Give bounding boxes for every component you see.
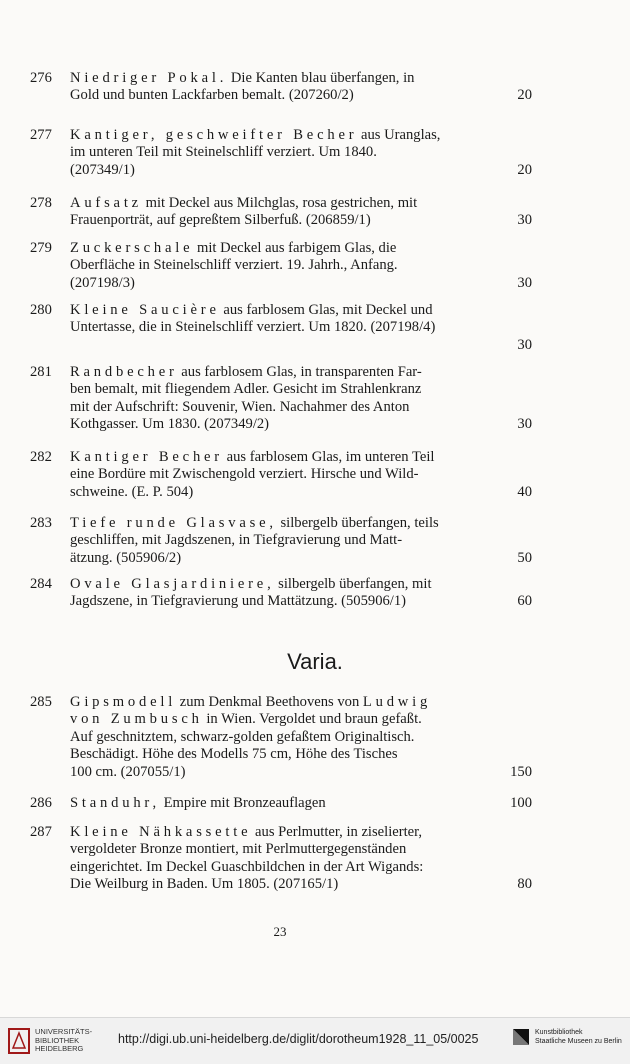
entry-description <box>70 795 532 812</box>
kunstbibliothek-mark-icon <box>512 1028 530 1046</box>
entry-text: eine Bordüre mit Zwischengold verziert. Hirsche und Wild- <box>70 466 419 483</box>
entry-text: ätzung. (505906/2) <box>70 549 182 566</box>
entry-number: 277 <box>30 127 52 143</box>
entry-text: ben bemalt, mit fliegendem Adler. Gesicht im Strahlenkranz <box>70 381 422 398</box>
entry-number: 285 <box>30 694 52 710</box>
entry-line <box>70 87 532 104</box>
entry-line <box>70 876 532 893</box>
entry-line-text <box>70 532 402 549</box>
entry-line <box>70 729 532 746</box>
entry-description <box>70 449 532 501</box>
entry-line-text <box>70 824 422 841</box>
entry-line-text <box>70 795 326 812</box>
university-library-logo[interactable] <box>8 1028 92 1054</box>
entry-line-text <box>70 212 371 229</box>
entry-text: Beschädigt. Höhe des Modells 75 cm, Höhe des Tisches <box>70 746 398 763</box>
entry-line <box>70 319 532 336</box>
entry-number: 281 <box>30 364 52 380</box>
kunstbibliothek-name: Kunstbibliothek Staatliche Museen zu Berlin <box>535 1029 622 1045</box>
entry-description <box>70 127 532 179</box>
entry-text: aus farblosem Glas, in transparenten Far- <box>177 364 422 380</box>
kunstbibliothek-logo[interactable] <box>512 1028 622 1046</box>
entry-line-text <box>70 711 422 728</box>
entry-line <box>70 593 532 610</box>
entry-text: aus Perlmutter, in ziselierter, <box>251 824 423 840</box>
section-title: Varia. <box>287 649 343 674</box>
entry-text: Frauenporträt, auf gepreßtem Silberfuß. (206859/1) <box>70 212 371 229</box>
entry-price: 30 <box>517 336 532 353</box>
entry-line <box>70 162 532 179</box>
entry-line <box>70 144 532 161</box>
entry-description <box>70 824 532 894</box>
entry-line <box>70 399 532 416</box>
entry-line-text <box>70 694 431 711</box>
entry-number: 282 <box>30 449 52 465</box>
entry-line-text <box>70 593 406 610</box>
entry-price: 100 <box>510 795 532 811</box>
entry-line <box>70 275 532 292</box>
entry-description <box>70 240 532 292</box>
entry-description <box>70 364 532 434</box>
entry-line-text <box>70 746 398 763</box>
entry-number: 287 <box>30 824 52 840</box>
entry-heading: Gipsmodell <box>70 694 177 710</box>
entry-price: 50 <box>517 549 532 566</box>
entry-line <box>70 257 532 274</box>
entry-line-text <box>70 302 433 319</box>
entry-price: 20 <box>517 161 532 178</box>
entry-line-text <box>70 399 409 416</box>
entry-line-text <box>70 364 422 381</box>
entry-line-text <box>70 550 181 567</box>
entry-line-text <box>70 195 417 212</box>
entry-heading: von Zumbusch <box>70 711 203 728</box>
entry-line <box>70 449 532 466</box>
entry-description <box>70 576 532 611</box>
entry-text: vergoldeter Bronze montiert, mit Perlmuttergegenständen <box>70 841 407 858</box>
entry-line-text <box>70 449 434 466</box>
entry-line <box>70 694 532 711</box>
entry-number: 278 <box>30 195 52 211</box>
entry-line <box>70 550 532 567</box>
entry-line <box>70 515 532 532</box>
entry-line-text <box>70 484 193 501</box>
entry-line <box>70 746 532 763</box>
permalink-url[interactable]: http://digi.ub.uni-heidelberg.de/diglit/dorotheum1928_11_05/0025 <box>118 1032 479 1046</box>
entry-text: Empire mit Bronzeauflagen <box>159 795 326 811</box>
entry-heading: Ludwig <box>362 694 432 710</box>
page-number: 23 <box>273 924 287 939</box>
entry-text: Oberfläche in Steinelschliff verziert. 19. Jahrh., Anfang. <box>70 257 398 274</box>
university-library-name: UNIVERSITÄTS- BIBLIOTHEK HEIDELBERG <box>35 1027 93 1054</box>
entry-number: 279 <box>30 240 52 256</box>
entry-number: 286 <box>30 795 52 811</box>
entry-number: 284 <box>30 576 52 592</box>
entry-line-text <box>70 576 432 593</box>
entry-heading: Zuckerschale <box>70 240 194 256</box>
entry-line <box>70 859 532 876</box>
entry-line-text <box>70 70 414 87</box>
entry-heading: Standuhr, <box>70 795 160 811</box>
entry-price: 60 <box>517 593 532 610</box>
entry-line <box>70 364 532 381</box>
entry-description <box>70 195 532 230</box>
entry-text: silbergelb überfangen, teils <box>276 515 439 531</box>
entry-line-text <box>70 257 398 274</box>
entry-line-text <box>70 144 377 161</box>
entry-text: schweine. (E. P. 504) <box>70 483 194 500</box>
entry-line <box>70 240 532 257</box>
entry-text: Gold und bunten Lackfarben bemalt. (207260/2) <box>70 87 354 104</box>
entry-price: 20 <box>517 87 532 104</box>
entry-line-text <box>70 240 396 257</box>
entry-line <box>70 711 532 728</box>
entry-text: in Wien. Vergoldet und braun gefaßt. <box>202 711 422 728</box>
entry-line-text <box>70 859 423 876</box>
entry-text: silbergelb überfangen, mit <box>274 576 432 592</box>
footer-bar <box>0 1017 630 1064</box>
entry-text: 100 cm. (207055/1) <box>70 763 186 780</box>
entry-number: 276 <box>30 70 52 86</box>
entry-text: (207198/3) <box>70 274 135 291</box>
entry-text: aus Uranglas, <box>357 127 441 143</box>
entry-line <box>70 195 532 212</box>
entry-heading: Kantiger Becher <box>70 449 223 465</box>
entry-line <box>70 841 532 858</box>
entry-price: 150 <box>510 763 532 780</box>
entry-description <box>70 70 532 105</box>
entry-text: mit der Aufschrift: Souvenir, Wien. Nachahmer des Anton <box>70 398 410 415</box>
entry-text: im unteren Teil mit Steinelschliff verziert. Um 1840. <box>70 144 377 161</box>
entry-line-text <box>70 162 135 179</box>
entry-description <box>70 515 532 567</box>
entry-heading: Ovale Glasjardiniere, <box>70 576 275 592</box>
entry-price: 30 <box>517 416 532 433</box>
entry-heading: Kantiger, geschweifter Becher <box>70 127 358 143</box>
entry-line-text <box>70 127 440 144</box>
entry-line-text <box>70 841 406 858</box>
entry-line <box>70 824 532 841</box>
entry-line <box>70 70 532 87</box>
entry-line <box>70 484 532 501</box>
entry-line <box>70 466 532 483</box>
entry-price: 40 <box>517 483 532 500</box>
entry-price: 30 <box>517 274 532 291</box>
entry-line-text <box>70 876 338 893</box>
entry-heading: Tiefe runde Glasvase, <box>70 515 277 531</box>
entry-text: aus farblosem Glas, im unteren Teil <box>222 449 435 465</box>
entry-line <box>70 795 532 812</box>
entry-heading: Randbecher <box>70 364 178 380</box>
entry-price: 30 <box>517 212 532 229</box>
entry-text: Jagdszene, in Tiefgravierung und Mattätzung. (505906/1) <box>70 593 406 610</box>
entry-line <box>70 212 532 229</box>
entry-line <box>70 302 532 319</box>
entry-text: Auf geschnitztem, schwarz-golden gefaßtem Originaltisch. <box>70 728 415 745</box>
entry-line-text <box>70 319 435 336</box>
entry-text: Kothgasser. Um 1830. (207349/2) <box>70 416 270 433</box>
entry-text: zum Denkmal Beethovens von <box>176 694 363 710</box>
entry-line-text <box>70 729 414 746</box>
entry-text: geschliffen, mit Jagdszenen, in Tiefgravierung und Matt- <box>70 532 403 549</box>
entry-text: (207349/1) <box>70 161 135 178</box>
entry-line <box>70 381 532 398</box>
entry-price: 80 <box>517 876 532 893</box>
entry-line-text <box>70 466 418 483</box>
entry-heading: Kleine Saucière <box>70 302 220 318</box>
entry-line-text <box>70 416 269 433</box>
entry-line-text <box>70 764 186 781</box>
entry-text: Die Weilburg in Baden. Um 1805. (207165/1) <box>70 876 339 893</box>
heidelberg-seal-icon <box>8 1028 30 1054</box>
entry-line <box>70 576 532 593</box>
entry-heading: Aufsatz <box>70 195 142 211</box>
entry-line-text <box>70 87 354 104</box>
entry-description <box>70 694 532 781</box>
entry-heading: Niedriger Pokal. <box>70 70 228 86</box>
entry-text: eingerichtet. Im Deckel Guaschbildchen in der Art Wigands: <box>70 858 424 875</box>
entry-text: mit Deckel aus farbigem Glas, die <box>193 240 397 256</box>
entry-heading: Kleine Nähkassette <box>70 824 252 840</box>
entry-line <box>70 416 532 433</box>
entry-text: Untertasse, die in Steinelschliff verziert. Um 1820. (207198/4) <box>70 319 436 336</box>
entry-text: aus farblosem Glas, mit Deckel und <box>219 302 433 318</box>
entry-text: mit Deckel aus Milchglas, rosa gestrichen, mit <box>141 195 418 211</box>
entry-line <box>70 532 532 549</box>
entry-line-text <box>70 275 135 292</box>
entry-line <box>70 764 532 781</box>
entry-text: Die Kanten blau überfangen, in <box>227 70 415 86</box>
entry-number: 280 <box>30 302 52 318</box>
entry-line-text <box>70 381 421 398</box>
entry-number: 283 <box>30 515 52 531</box>
entry-line-text <box>70 515 439 532</box>
entry-line <box>70 337 532 354</box>
entry-description <box>70 302 532 354</box>
entry-line <box>70 127 532 144</box>
